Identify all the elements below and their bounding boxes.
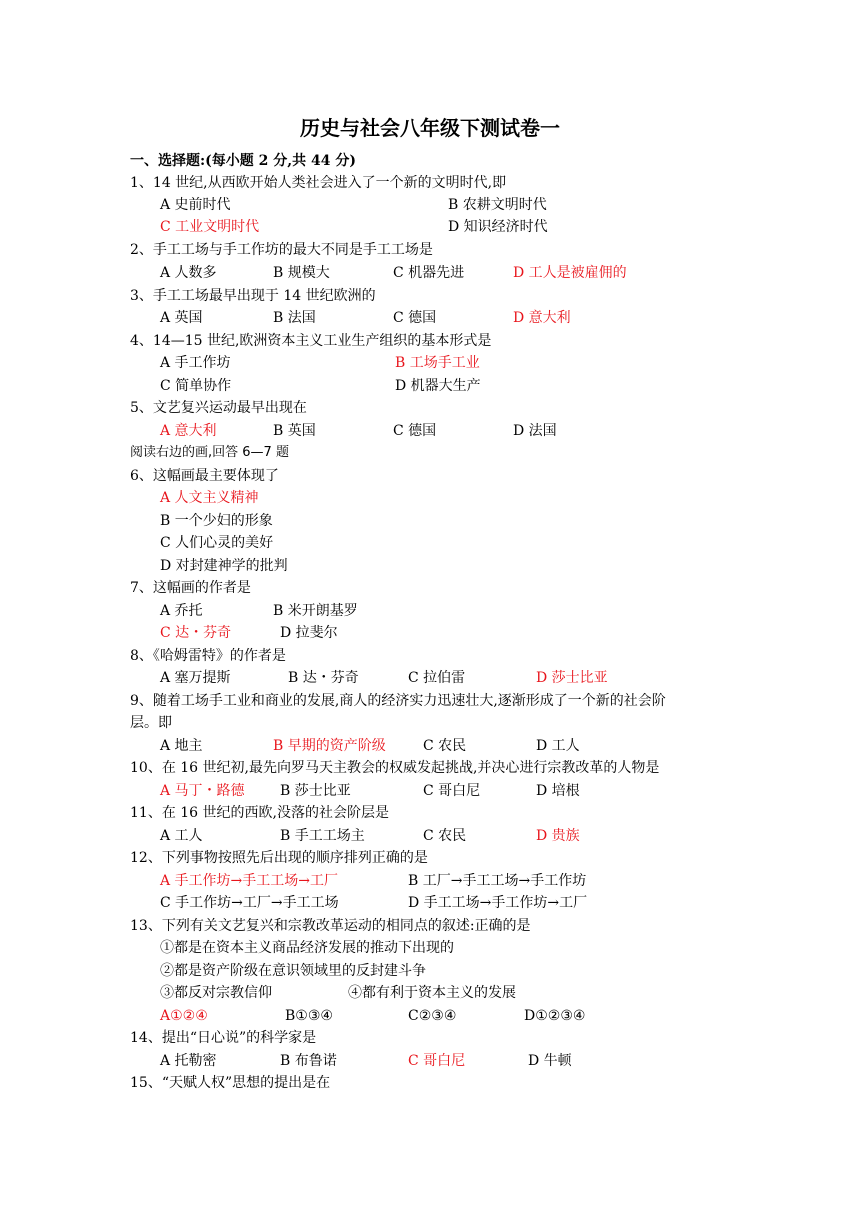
- option-c: C 简单协作: [160, 378, 232, 394]
- option-d-answer: D 贵族: [536, 828, 580, 844]
- question-15-stem: 15、“天赋人权”思想的提出是在: [130, 1075, 331, 1091]
- statement-4: ④都有利于资本主义的发展: [348, 985, 516, 1001]
- option-b: B 莎士比亚: [280, 783, 351, 799]
- question-1-stem: 1、14 世纪,从西欧开始人类社会进入了一个新的文明时代,即: [130, 175, 507, 191]
- option-d: D 法国: [513, 423, 557, 439]
- option-d: D 手工工场→手工作坊→工厂: [408, 895, 588, 911]
- option-b: B 农耕文明时代: [448, 197, 547, 213]
- option-a: A 史前时代: [160, 197, 231, 213]
- question-13-stem: 13、下列有关文艺复兴和宗教改革运动的相同点的叙述:正确的是: [130, 918, 531, 934]
- option-b: B 米开朗基罗: [273, 603, 358, 619]
- question-8-stem: 8、《哈姆雷特》的作者是: [130, 648, 286, 664]
- option-d: D 牛顿: [528, 1053, 572, 1069]
- page-title: 历史与社会八年级下测试卷一: [300, 116, 560, 140]
- option-a: A 英国: [160, 310, 203, 326]
- question-10-stem: 10、在 16 世纪初,最先向罗马天主教会的权威发起挑战,并决心进行宗教改革的人物是: [130, 760, 660, 776]
- option-a: A 手工作坊: [160, 355, 231, 371]
- option-c: C②③④: [408, 1008, 457, 1024]
- question-3-stem: 3、手工工场最早出现于 14 世纪欧洲的: [130, 288, 376, 304]
- option-a-answer: A 意大利: [160, 423, 217, 439]
- option-d: D 机器大生产: [395, 378, 481, 394]
- option-b: B 规模大: [273, 265, 330, 281]
- option-c: C 拉伯雷: [408, 670, 466, 686]
- option-b-answer: B 工场手工业: [395, 355, 480, 371]
- option-a: A 托勒密: [160, 1053, 217, 1069]
- option-a: A 人数多: [160, 265, 217, 281]
- option-a: A 工人: [160, 828, 203, 844]
- question-14-stem: 14、提出“日心说”的科学家是: [130, 1030, 317, 1046]
- option-c-answer: C 工业文明时代: [160, 219, 260, 235]
- question-9-stem-line1: 9、随着工场手工业和商业的发展,商人的经济实力迅速壮大,逐渐形成了一个新的社会阶: [130, 693, 666, 709]
- reading-note: 阅读右边的画,回答 6—7 题: [130, 445, 289, 460]
- option-b: B 布鲁诺: [280, 1053, 337, 1069]
- option-b: B 法国: [273, 310, 316, 326]
- question-6-option-a-answer: A 人文主义精神: [160, 490, 259, 506]
- option-b: B①③④: [285, 1008, 333, 1024]
- option-c-answer: C 达・芬奇: [160, 625, 232, 641]
- section-heading: 一、选择题:(每小题 2 分,共 44 分): [130, 153, 357, 169]
- question-6-stem: 6、这幅画最主要体现了: [130, 468, 279, 484]
- option-d: D 拉斐尔: [280, 625, 338, 641]
- option-c: C 手工作坊→工厂→手工工场: [160, 895, 339, 911]
- question-13-statement-1: ①都是在资本主义商品经济发展的推动下出现的: [160, 940, 454, 956]
- question-6-option-b: B 一个少妇的形象: [160, 513, 273, 529]
- option-c: C 农民: [423, 738, 467, 754]
- question-6-option-c: C 人们心灵的美好: [160, 535, 274, 551]
- question-4-stem: 4、14—15 世纪,欧洲资本主义工业生产组织的基本形式是: [130, 333, 492, 349]
- option-d-answer: D 意大利: [513, 310, 571, 326]
- option-c: C 哥白尼: [423, 783, 481, 799]
- option-c: C 农民: [423, 828, 467, 844]
- option-b: B 手工工场主: [280, 828, 365, 844]
- option-b: B 工厂→手工工场→手工作坊: [408, 873, 587, 889]
- question-6-option-d: D 对封建神学的批判: [160, 558, 288, 574]
- option-c: C 机器先进: [393, 265, 465, 281]
- option-a: A 地主: [160, 738, 203, 754]
- statement-3: ③都反对宗教信仰: [160, 985, 272, 1001]
- option-c: C 德国: [393, 310, 437, 326]
- question-12-stem: 12、下列事物按照先后出现的顺序排列正确的是: [130, 850, 428, 866]
- option-b-answer: B 早期的资产阶级: [273, 738, 386, 754]
- option-d: D①②③④: [524, 1008, 586, 1024]
- option-b: B 达・芬奇: [288, 670, 359, 686]
- option-d-answer: D 工人是被雇佣的: [513, 265, 627, 281]
- option-d: D 知识经济时代: [448, 219, 548, 235]
- option-b: B 英国: [273, 423, 316, 439]
- option-c: C 德国: [393, 423, 437, 439]
- question-5-stem: 5、文艺复兴运动最早出现在: [130, 400, 307, 416]
- option-d-answer: D 莎士比亚: [536, 670, 608, 686]
- option-d: D 培根: [536, 783, 580, 799]
- option-d: D 工人: [536, 738, 580, 754]
- question-2-stem: 2、手工工场与手工作坊的最大不同是手工工场是: [130, 242, 433, 258]
- option-a-answer: A 马丁・路德: [160, 783, 245, 799]
- option-a-answer: A①②④: [160, 1008, 208, 1024]
- option-a: A 乔托: [160, 603, 203, 619]
- option-a-answer: A 手工作坊→手工工场→工厂: [160, 873, 339, 889]
- question-9-stem-line2: 层。即: [130, 715, 172, 731]
- option-a: A 塞万提斯: [160, 670, 231, 686]
- question-13-statement-2: ②都是资产阶级在意识领域里的反封建斗争: [160, 963, 426, 979]
- question-7-stem: 7、这幅画的作者是: [130, 580, 251, 596]
- option-c-answer: C 哥白尼: [408, 1053, 466, 1069]
- question-11-stem: 11、在 16 世纪的西欧,没落的社会阶层是: [130, 805, 389, 821]
